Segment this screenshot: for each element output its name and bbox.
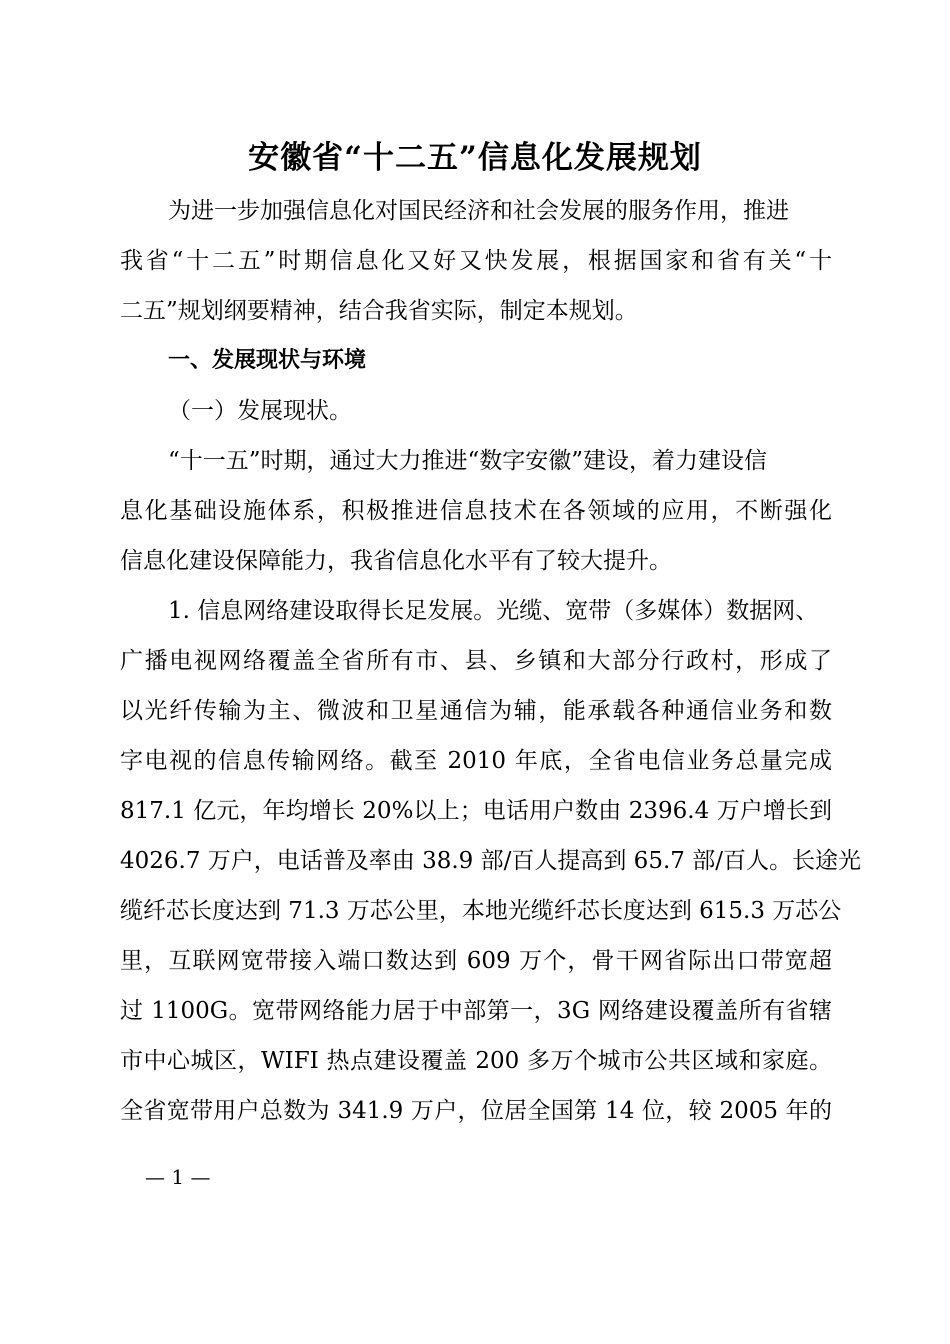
- paragraph-2-line-5: 817.1 亿元，年均增长 20%以上；电话用户数由 2396.4 万户增长到: [120, 798, 832, 824]
- paragraph-2-line-8: 里，互联网宽带接入端口数达到 609 万个，骨干网省际出口带宽超: [120, 948, 832, 974]
- paragraph-2-line-1: 1. 信息网络建设取得长足发展。光缆、宽带（多媒体）数据网、: [168, 598, 819, 624]
- paragraph-2-line-4: 字电视的信息传输网络。截至 2010 年底，全省电信业务总量完成: [120, 748, 832, 774]
- paragraph-2-line-6: 4026.7 万户，电话普及率由 38.9 部/百人提高到 65.7 部/百人。长途光: [120, 848, 861, 874]
- paragraph-2-line-11: 全省宽带用户总数为 341.9 万户，位居全国第 14 位，较 2005 年的: [120, 1098, 832, 1124]
- intro-line-2: 我省“十二五”时期信息化又好又快发展，根据国家和省有关“十: [120, 248, 832, 274]
- paragraph-2-line-9: 过 1100G。宽带网络能力居于中部第一，3G 网络建设覆盖所有省辖: [120, 998, 832, 1024]
- section-heading-1: 一、发展现状与环境: [168, 348, 367, 373]
- paragraph-1-line-1: “十一五”时期，通过大力推进“数字安徽”建设，着力建设信: [168, 448, 768, 474]
- paragraph-1-line-2: 息化基础设施体系，积极推进信息技术在各领域的应用，不断强化: [120, 498, 832, 524]
- page-number: — 1 —: [145, 1165, 211, 1189]
- paragraph-2-line-3: 以光纤传输为主、微波和卫星通信为辅，能承载各种通信业务和数: [120, 698, 832, 724]
- document-title: 安徽省“十二五”信息化发展规划: [248, 140, 702, 176]
- subsection-heading-1: （一）发展现状。: [168, 398, 352, 424]
- paragraph-2-line-2: 广播电视网络覆盖全省所有市、县、乡镇和大部分行政村，形成了: [120, 648, 832, 674]
- paragraph-1-line-3: 信息化建设保障能力，我省信息化水平有了较大提升。: [120, 548, 672, 574]
- intro-line-1: 为进一步加强信息化对国民经济和社会发展的服务作用，推进: [168, 198, 789, 224]
- intro-line-3: 二五”规划纲要精神，结合我省实际，制定本规划。: [120, 298, 638, 324]
- paragraph-2-line-10: 市中心城区，WIFI 热点建设覆盖 200 多万个城市公共区域和家庭。: [120, 1048, 832, 1074]
- paragraph-2-line-7: 缆纤芯长度达到 71.3 万芯公里，本地光缆纤芯长度达到 615.3 万芯公: [120, 898, 842, 924]
